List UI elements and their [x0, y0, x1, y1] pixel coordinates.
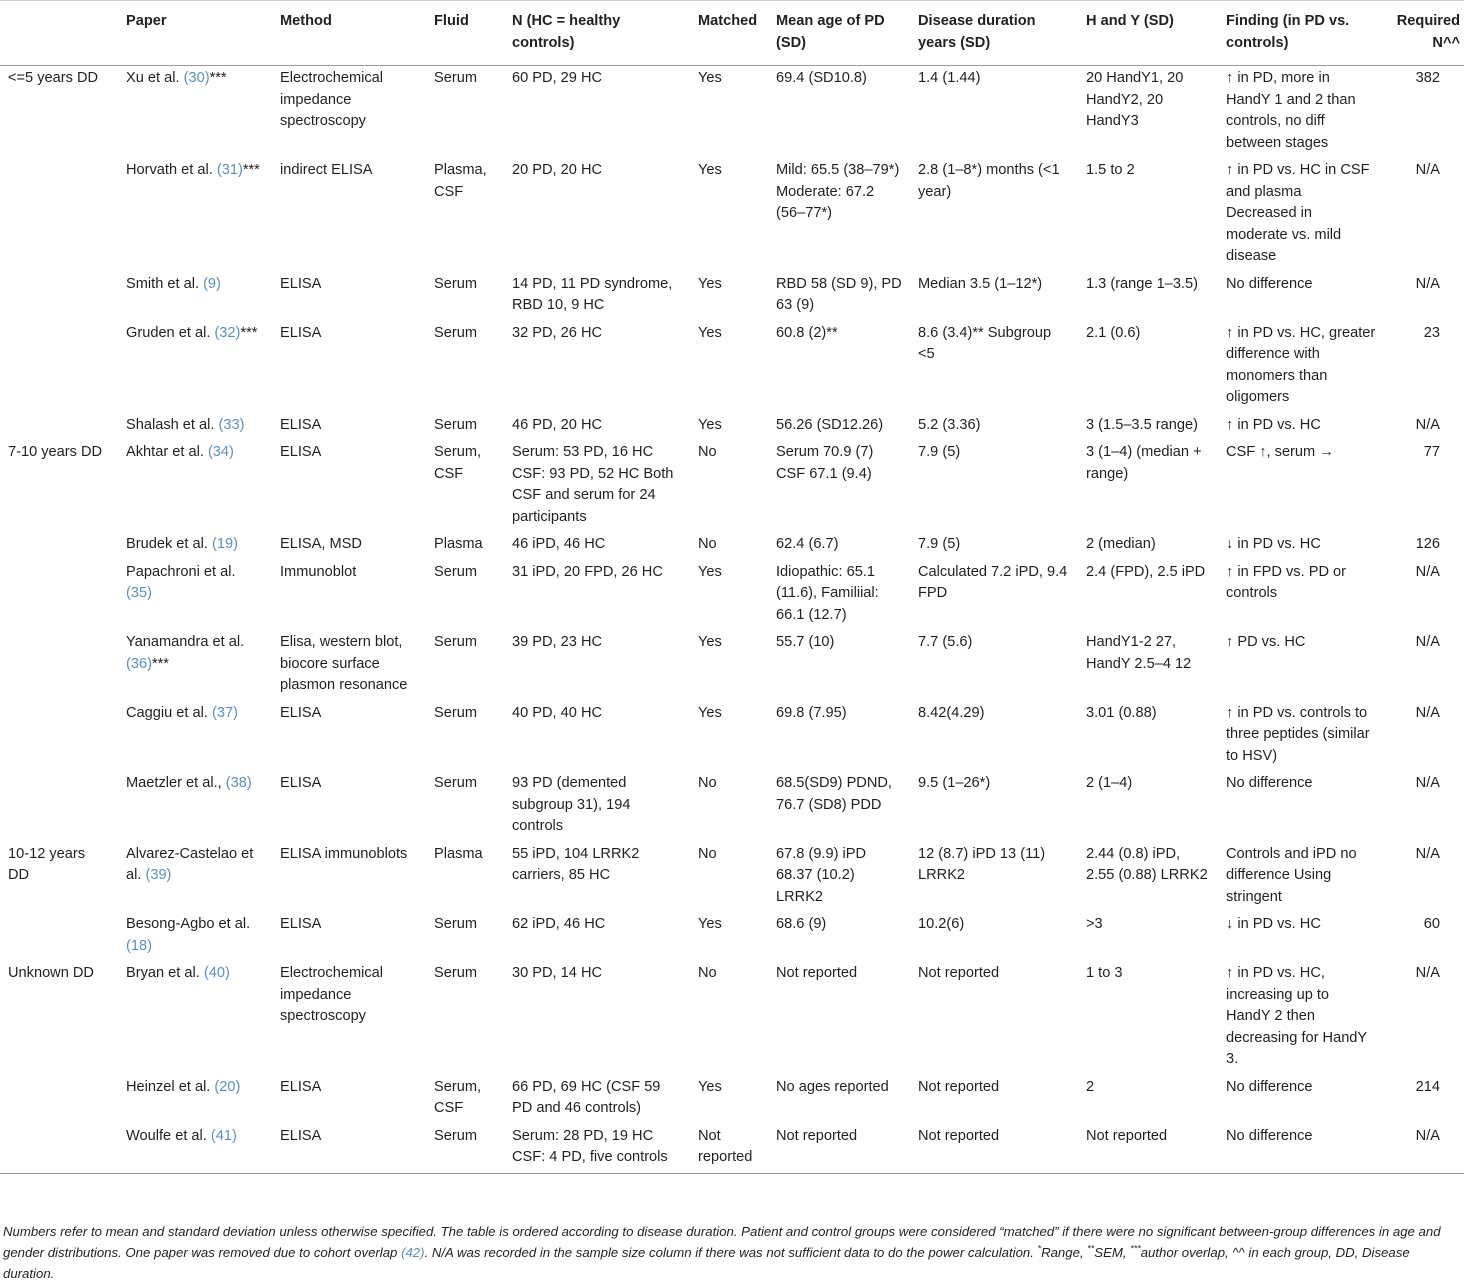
paper-cell	[118, 842, 272, 913]
reference-link[interactable]: (20)	[214, 1078, 241, 1095]
matched-cell: No	[698, 444, 717, 460]
table-row	[0, 630, 1464, 701]
required-n-cell: 60	[1423, 916, 1440, 932]
matched-cell: Yes	[698, 634, 722, 650]
fluid-cell: Serum	[434, 704, 477, 721]
fluid-cell: Plasma, CSF	[434, 162, 487, 200]
finding-cell: ↑ in PD vs. HC, greater difference with monomers than oligomers	[1226, 324, 1376, 405]
method-cell: ELISA	[280, 704, 322, 721]
n-cell: 30 PD, 14 HC	[512, 965, 603, 981]
age-cell: 67.8 (9.9) iPD 68.37 (10.2) LRRK2	[776, 845, 867, 905]
hy-cell: 1.3 (range 1–3.5)	[1086, 275, 1198, 292]
paper-cell	[118, 532, 272, 560]
paper-cell	[118, 961, 272, 1075]
method-cell: Electrochemical impedance spectroscopy	[280, 70, 384, 129]
duration-cell: Not reported	[918, 1078, 1000, 1095]
paper-author: Horvath et al.	[126, 162, 217, 178]
table-row	[0, 961, 1464, 1075]
hy-cell: 2.1 (0.6)	[1086, 324, 1141, 341]
group-cell	[0, 321, 118, 413]
age-cell: Mild: 65.5 (38–79*) Moderate: 67.2 (56–77*)	[776, 162, 900, 221]
finding-cell: ↑ in PD vs. HC	[1226, 416, 1321, 433]
duration-cell: 5.2 (3.36)	[918, 416, 981, 433]
footnote-text-1: Numbers refer to mean and standard deviation unless otherwise specified. The table is ordered according to disease duration. Patient and control groups were considered “matched” if there were no significant between-group differences in age and gender distributions. One paper was removed due to cohort overlap	[3, 1224, 1441, 1260]
table-row	[0, 560, 1464, 631]
paper-cell	[118, 912, 272, 961]
header-row	[0, 1, 1464, 66]
group-cell	[0, 158, 118, 272]
method-cell: ELISA	[280, 444, 322, 460]
n-cell: 66 PD, 69 HC (CSF 59 PD and 46 controls)	[512, 1078, 661, 1116]
method-cell: indirect ELISA	[280, 162, 373, 178]
paper-cell	[118, 1075, 272, 1124]
table-row	[0, 272, 1464, 321]
age-cell: 62.4 (6.7)	[776, 536, 839, 552]
table-row	[0, 66, 1464, 159]
method-cell: ELISA	[272, 1124, 426, 1174]
table-row	[0, 1124, 1464, 1174]
reference-link[interactable]: (41)	[210, 1127, 237, 1144]
group-cell: <=5 years DD	[8, 70, 99, 86]
group-cell	[0, 630, 118, 701]
fluid-cell: Serum	[434, 634, 477, 650]
table-row	[0, 771, 1464, 842]
matched-cell: Yes	[698, 70, 722, 86]
group-cell	[0, 1124, 118, 1174]
matched-cell: Yes	[698, 1078, 722, 1095]
required-n-cell: 77	[1423, 444, 1440, 460]
reference-link[interactable]: (18)	[126, 937, 152, 954]
method-cell: ELISA	[280, 775, 322, 791]
method-cell: ELISA immunoblots	[280, 845, 408, 862]
reference-link[interactable]: (31)	[216, 162, 243, 178]
group-cell	[0, 701, 118, 772]
paper-author: Xu et al.	[126, 70, 184, 86]
group-cell	[0, 413, 118, 441]
column-header: Matched	[690, 1, 768, 66]
age-cell: 69.4 (SD10.8)	[776, 70, 867, 86]
paper-cell	[118, 771, 272, 842]
paper-cell	[118, 630, 272, 701]
reference-link[interactable]: (35)	[126, 585, 152, 601]
method-cell: ELISA	[280, 1078, 322, 1095]
n-cell: 62 iPD, 46 HC	[512, 916, 606, 932]
group-cell	[0, 1075, 118, 1124]
finding-cell: No difference	[1226, 275, 1313, 292]
reference-link[interactable]: (36)	[126, 655, 152, 672]
age-cell: RBD 58 (SD 9), PD 63 (9)	[776, 275, 902, 313]
age-cell: 68.6 (9)	[776, 916, 827, 932]
hy-cell: 3 (1–4) (median + range)	[1086, 444, 1202, 482]
finding-cell: ↓ in PD vs. HC	[1226, 536, 1321, 552]
column-header: Required N^^	[1384, 1, 1464, 66]
age-cell: 68.5(SD9) PDND, 76.7 (SD8) PDD	[776, 775, 892, 813]
finding-cell: ↑ PD vs. HC	[1226, 634, 1306, 650]
hy-cell: 2.44 (0.8) iPD, 2.55 (0.88) LRRK2	[1086, 845, 1208, 883]
fluid-cell: Serum, CSF	[434, 444, 482, 482]
hy-cell: 3.01 (0.88)	[1086, 704, 1157, 721]
age-cell: Serum 70.9 (7) CSF 67.1 (9.4)	[776, 444, 874, 482]
matched-cell: Yes	[698, 275, 722, 292]
matched-cell: No	[698, 536, 717, 552]
table-row	[0, 701, 1464, 772]
n-cell: 93 PD (demented subgroup 31), 194 controls	[512, 775, 631, 834]
finding-cell: ↑ in FPD vs. PD or controls	[1226, 563, 1347, 601]
duration-cell: 8.6 (3.4)** Subgroup <5	[918, 324, 1052, 362]
n-cell: Serum: 53 PD, 16 HC CSF: 93 PD, 52 HC Both CSF and serum for 24 participants	[512, 444, 674, 525]
age-cell: 56.26 (SD12.26)	[776, 416, 884, 433]
fluid-cell: Serum	[426, 1124, 504, 1174]
method-cell: Elisa, western blot, biocore surface plasmon resonance	[280, 634, 408, 693]
duration-cell: 10.2(6)	[918, 916, 965, 932]
group-cell: 10-12 years DD	[8, 845, 86, 883]
reference-link[interactable]: (9)	[203, 275, 221, 292]
finding-cell: No difference	[1218, 1124, 1384, 1174]
paper-author: Maetzler et al.,	[126, 775, 226, 791]
duration-cell: 8.42(4.29)	[918, 704, 985, 721]
method-cell: ELISA, MSD	[280, 536, 362, 552]
matched-cell: Yes	[698, 416, 722, 433]
matched-cell: Yes	[698, 704, 722, 721]
reference-link[interactable]: (33)	[218, 416, 245, 433]
finding-cell: ↓ in PD vs. HC	[1226, 916, 1321, 932]
overlap-mark: ***	[151, 655, 169, 672]
reference-link[interactable]: (37)	[212, 704, 238, 721]
fluid-cell: Serum	[434, 275, 477, 292]
duration-cell: Not reported	[910, 1124, 1078, 1174]
duration-cell: Not reported	[918, 965, 1000, 981]
paper-author: Besong-Agbo et al.	[126, 916, 251, 932]
footnote-symbol-1: *	[1037, 1243, 1042, 1254]
duration-cell: 2.8 (1–8*) months (<1 year)	[918, 162, 1060, 200]
column-header: Mean age of PD (SD)	[768, 1, 910, 66]
hy-cell: 2 (1–4)	[1086, 775, 1133, 791]
method-cell: ELISA	[280, 916, 322, 932]
n-cell: 60 PD, 29 HC	[512, 70, 603, 86]
table-footnote	[3, 1221, 1459, 1284]
hy-cell: HandY1-2 27, HandY 2.5–4 12	[1086, 634, 1192, 672]
required-n-cell: N/A	[1415, 704, 1440, 721]
footnote-range: Range,	[1041, 1245, 1088, 1260]
finding-cell: CSF ↑, serum →	[1226, 444, 1334, 460]
n-cell: 46 PD, 20 HC	[512, 416, 603, 433]
n-cell: 14 PD, 11 PD syndrome, RBD 10, 9 HC	[512, 275, 673, 313]
overlap-mark: ***	[240, 324, 258, 341]
required-n-cell: N/A	[1415, 775, 1440, 791]
hy-cell: >3	[1086, 916, 1103, 932]
group-cell	[0, 560, 118, 631]
group-cell: Unknown DD	[8, 965, 94, 981]
required-n-cell: N/A	[1415, 416, 1440, 433]
n-cell: 46 iPD, 46 HC	[512, 536, 606, 552]
footnote-symbol-2: **	[1087, 1243, 1095, 1254]
hy-cell: 2 (median)	[1086, 536, 1156, 552]
matched-cell: Yes	[698, 916, 722, 932]
fluid-cell: Serum	[434, 775, 477, 791]
duration-cell: 1.4 (1.44)	[918, 70, 981, 86]
duration-cell: Median 3.5 (1–12*)	[918, 275, 1043, 292]
paper-author: Yanamandra et al.	[126, 634, 245, 650]
required-n-cell: N/A	[1384, 1124, 1464, 1174]
paper-author: Brudek et al.	[126, 536, 212, 552]
n-cell: 40 PD, 40 HC	[512, 704, 603, 721]
fluid-cell: Plasma	[434, 845, 483, 862]
n-cell: Serum: 28 PD, 19 HC CSF: 4 PD, five controls	[504, 1124, 690, 1174]
reference-link[interactable]: (19)	[212, 536, 238, 552]
fluid-cell: Serum	[434, 324, 477, 341]
finding-cell: No difference	[1226, 775, 1313, 791]
hy-cell: 2.4 (FPD), 2.5 iPD	[1086, 563, 1206, 580]
footnote-overlap: author overlap, ^^ in each group, DD, Disease duration.	[3, 1245, 1410, 1281]
method-cell: ELISA	[280, 416, 322, 433]
group-cell	[0, 771, 118, 842]
required-n-cell: 382	[1415, 70, 1440, 86]
matched-cell: Yes	[698, 563, 722, 580]
finding-cell: ↑ in PD, more in HandY 1 and 2 than controls, no diff between stages	[1226, 70, 1356, 151]
column-header: Disease duration years (SD)	[910, 1, 1078, 66]
reference-link[interactable]: (38)	[225, 775, 252, 791]
method-cell: ELISA	[280, 324, 322, 341]
required-n-cell: 23	[1423, 324, 1440, 341]
column-header: Finding (in PD vs. controls)	[1218, 1, 1384, 66]
paper-cell	[118, 440, 272, 532]
finding-cell: No difference	[1226, 1078, 1313, 1095]
age-cell: Idiopathic: 65.1 (11.6), Familiial: 66.1 (12.7)	[776, 563, 879, 623]
method-cell: Immunoblot	[280, 563, 357, 580]
reference-link[interactable]: (39)	[145, 867, 172, 883]
n-cell: 31 iPD, 20 FPD, 26 HC	[512, 563, 663, 580]
method-cell: ELISA	[280, 275, 322, 292]
finding-cell: ↑ in PD vs. HC, increasing up to HandY 2 then decreasing for HandY 3.	[1226, 965, 1367, 1067]
table-row	[0, 413, 1464, 441]
required-n-cell: N/A	[1415, 563, 1440, 580]
hy-cell: 1 to 3	[1086, 965, 1123, 981]
duration-cell: 12 (8.7) iPD 13 (11) LRRK2	[918, 845, 1046, 883]
duration-cell: 7.9 (5)	[918, 444, 961, 460]
age-cell: 55.7 (10)	[776, 634, 835, 650]
paper-author: Smith et al.	[126, 275, 204, 292]
paper-cell	[118, 413, 272, 441]
age-cell: 60.8 (2)**	[776, 324, 838, 341]
column-header: H and Y (SD)	[1078, 1, 1218, 66]
hy-cell: 20 HandY1, 20 HandY2, 20 HandY3	[1086, 70, 1184, 129]
footnote-text-2: . N/A was recorded in the sample size column if there was not sufficient data to do the power calculation.	[424, 1245, 1038, 1260]
finding-cell: Controls and iPD no difference Using stringent	[1226, 845, 1357, 905]
matched-cell: No	[698, 845, 717, 862]
hy-cell: 3 (1.5–3.5 range)	[1086, 416, 1198, 433]
age-cell: 69.8 (7.95)	[776, 704, 847, 721]
paper-cell	[118, 321, 272, 413]
required-n-cell: N/A	[1415, 162, 1440, 178]
group-cell: 7-10 years DD	[8, 444, 103, 460]
paper-cell	[118, 158, 272, 272]
reference-link[interactable]: (30)	[183, 70, 210, 86]
fluid-cell: Serum	[434, 70, 477, 86]
required-n-cell: 214	[1415, 1078, 1440, 1095]
paper-author: Alvarez-Castelao et al.	[126, 845, 254, 883]
matched-cell: Yes	[698, 162, 722, 178]
duration-cell: Calculated 7.2 iPD, 9.4 FPD	[918, 563, 1068, 601]
reference-link[interactable]: (32)	[214, 324, 241, 341]
overlap-mark: ***	[242, 162, 260, 178]
reference-link[interactable]: (40)	[203, 965, 230, 981]
matched-cell: No	[698, 965, 717, 981]
column-header: Paper	[118, 1, 272, 66]
overlap-mark: ***	[209, 70, 227, 86]
table-row	[0, 912, 1464, 961]
table-body	[0, 66, 1464, 1174]
hy-cell: 2	[1086, 1078, 1095, 1095]
finding-cell: ↑ in PD vs. HC in CSF and plasma Decreased in moderate vs. mild disease	[1226, 162, 1370, 264]
group-cell	[0, 272, 118, 321]
paper-author: Bryan et al.	[126, 965, 204, 981]
footnote-ref[interactable]: (42)	[401, 1245, 425, 1260]
group-cell	[0, 912, 118, 961]
method-cell: Electrochemical impedance spectroscopy	[280, 965, 384, 1024]
n-cell: 55 iPD, 104 LRRK2 carriers, 85 HC	[512, 845, 640, 883]
fluid-cell: Serum	[434, 563, 477, 580]
paper-author: Gruden et al.	[126, 324, 215, 341]
fluid-cell: Serum, CSF	[434, 1078, 482, 1116]
footnote-sem: SEM,	[1094, 1245, 1131, 1260]
column-header: N (HC = healthy controls)	[504, 1, 690, 66]
paper-author: Shalash et al.	[126, 416, 219, 433]
matched-cell: Not reported	[690, 1124, 768, 1174]
matched-cell: Yes	[698, 324, 722, 341]
n-cell: 39 PD, 23 HC	[512, 634, 603, 650]
column-header	[0, 1, 118, 66]
required-n-cell: N/A	[1415, 634, 1440, 650]
required-n-cell: N/A	[1415, 965, 1440, 981]
paper-author: Papachroni et al.	[126, 563, 236, 580]
hy-cell: Not reported	[1078, 1124, 1218, 1174]
duration-cell: 7.7 (5.6)	[918, 634, 973, 650]
fluid-cell: Serum	[434, 916, 477, 932]
column-header: Fluid	[426, 1, 504, 66]
required-n-cell: N/A	[1415, 275, 1440, 292]
paper-author: Heinzel et al.	[126, 1078, 215, 1095]
footnote-symbol-3: ***	[1130, 1243, 1141, 1254]
n-cell: 32 PD, 26 HC	[512, 324, 603, 341]
age-cell: Not reported	[776, 965, 858, 981]
paper-cell	[118, 272, 272, 321]
matched-cell: No	[698, 775, 717, 791]
table-row	[0, 321, 1464, 413]
table-row	[0, 842, 1464, 913]
finding-cell: ↑ in PD vs. controls to three peptides (similar to HSV)	[1226, 704, 1370, 764]
table-row	[0, 532, 1464, 560]
paper-cell	[118, 560, 272, 631]
fluid-cell: Serum	[434, 416, 477, 433]
fluid-cell: Serum	[434, 965, 477, 981]
paper-cell	[118, 701, 272, 772]
fluid-cell: Plasma	[434, 536, 483, 552]
paper-cell	[118, 1124, 272, 1174]
paper-cell	[118, 66, 272, 159]
hy-cell: 1.5 to 2	[1086, 162, 1135, 178]
paper-author: Woulfe et al.	[126, 1127, 211, 1144]
paper-author: Akhtar et al.	[126, 444, 208, 460]
duration-cell: 9.5 (1–26*)	[918, 775, 991, 791]
table-row	[0, 440, 1464, 532]
duration-cell: 7.9 (5)	[918, 536, 961, 552]
reference-link[interactable]: (34)	[207, 444, 234, 460]
age-cell: No ages reported	[776, 1078, 889, 1095]
column-header: Method	[272, 1, 426, 66]
age-cell: Not reported	[768, 1124, 910, 1174]
table-row	[0, 1075, 1464, 1124]
required-n-cell: 126	[1415, 536, 1440, 552]
n-cell: 20 PD, 20 HC	[512, 162, 603, 178]
table-row	[0, 158, 1464, 272]
group-cell	[0, 532, 118, 560]
required-n-cell: N/A	[1415, 845, 1440, 862]
paper-author: Caggiu et al.	[126, 704, 212, 721]
